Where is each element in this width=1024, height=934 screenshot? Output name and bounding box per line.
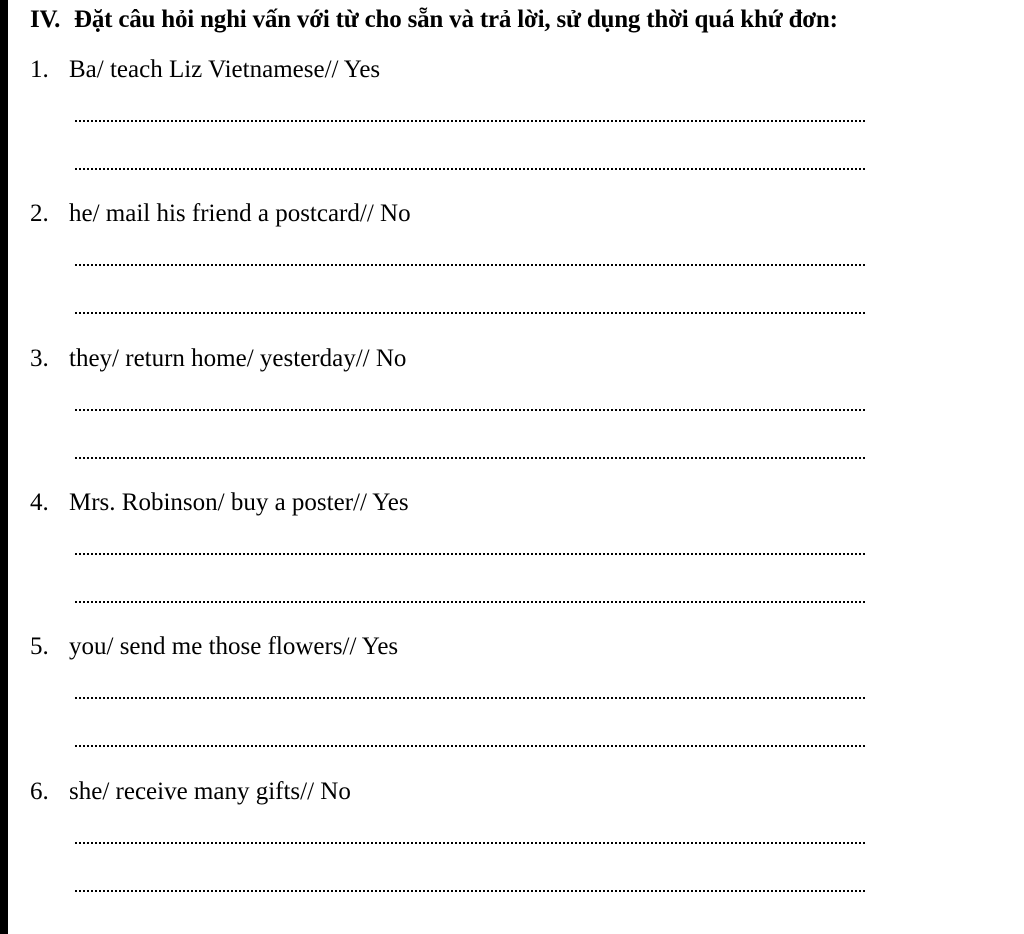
answer-line-answer[interactable] bbox=[75, 745, 865, 747]
question-text: you/ send me those flowers// Yes bbox=[69, 633, 399, 660]
answer-line-answer[interactable] bbox=[75, 601, 865, 603]
question-item-5 bbox=[30, 633, 930, 763]
worksheet bbox=[8, 0, 1024, 934]
exercise-number: IV. bbox=[30, 6, 61, 33]
question-text: Mrs. Robinson/ buy a poster// Yes bbox=[69, 489, 409, 516]
question-number: 5. bbox=[30, 633, 49, 660]
question-number: 6. bbox=[30, 778, 49, 805]
answer-line-answer[interactable] bbox=[75, 890, 865, 892]
question-prompt bbox=[30, 200, 411, 228]
exercise-instruction: Đặt câu hỏi nghi vấn với từ cho sẵn và trả lời, sử dụng thời quá khứ đơn: bbox=[74, 6, 838, 33]
answer-line-answer[interactable] bbox=[75, 168, 865, 170]
question-number: 2. bbox=[30, 200, 49, 227]
question-item-6 bbox=[30, 778, 930, 908]
exercise-heading bbox=[30, 6, 838, 34]
question-item-4 bbox=[30, 489, 930, 619]
answer-line-question[interactable] bbox=[75, 697, 865, 699]
question-text: Ba/ teach Liz Vietnamese// Yes bbox=[69, 56, 381, 83]
question-prompt bbox=[30, 633, 398, 661]
question-number: 3. bbox=[30, 345, 49, 372]
question-text: he/ mail his friend a postcard// No bbox=[69, 200, 411, 227]
answer-line-answer[interactable] bbox=[75, 312, 865, 314]
question-text: she/ receive many gifts// No bbox=[69, 778, 351, 805]
question-prompt bbox=[30, 345, 406, 373]
question-prompt bbox=[30, 56, 380, 84]
question-item-2 bbox=[30, 200, 930, 330]
question-prompt bbox=[30, 778, 351, 806]
question-item-3 bbox=[30, 345, 930, 475]
question-number: 1. bbox=[30, 56, 49, 83]
answer-line-question[interactable] bbox=[75, 409, 865, 411]
question-number: 4. bbox=[30, 489, 49, 516]
question-text: they/ return home/ yesterday// No bbox=[69, 345, 407, 372]
answer-line-question[interactable] bbox=[75, 842, 865, 844]
question-prompt bbox=[30, 489, 409, 517]
answer-line-question[interactable] bbox=[75, 553, 865, 555]
answer-line-question[interactable] bbox=[75, 264, 865, 266]
answer-line-question[interactable] bbox=[75, 120, 865, 122]
question-item-1 bbox=[30, 56, 930, 186]
answer-line-answer[interactable] bbox=[75, 457, 865, 459]
page-edge-bar bbox=[0, 0, 8, 934]
